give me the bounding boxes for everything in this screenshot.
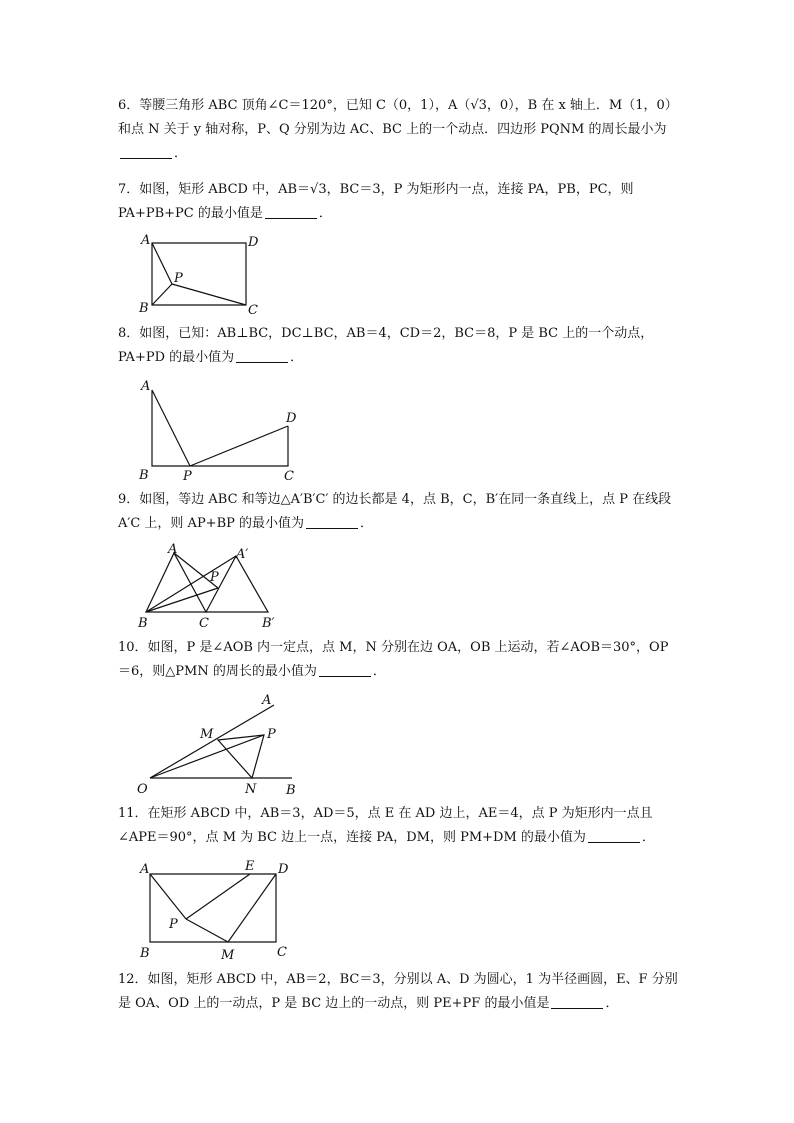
segment-pb bbox=[152, 284, 172, 305]
answer-blank[interactable] bbox=[319, 662, 371, 677]
label-c: C bbox=[277, 945, 287, 960]
label-p: P bbox=[169, 917, 178, 932]
segment-pd bbox=[190, 426, 288, 466]
answer-blank[interactable] bbox=[236, 348, 288, 363]
segment-pa bbox=[152, 390, 190, 466]
question-7-text: 7．如图，矩形 ABCD 中，AB＝√3，BC＝3，P 为矩形内一点，连接 PA，PB，PC，则 PA+PB+PC 的最小值是 bbox=[118, 182, 634, 221]
label-a-prime: A′ bbox=[236, 547, 249, 562]
label-a: A bbox=[168, 542, 178, 557]
question-8: 8．如图，已知：AB⊥BC，DC⊥BC，AB＝4，CD＝2，BC＝8，P 是 BC 上的一个动点，PA+PD 的最小值为 ． bbox=[118, 326, 654, 365]
label-b: B bbox=[138, 616, 148, 631]
segment-pa bbox=[152, 243, 172, 284]
label-p: P bbox=[210, 570, 219, 585]
label-d: D bbox=[278, 862, 289, 877]
answer-blank[interactable] bbox=[588, 828, 640, 843]
label-c: C bbox=[284, 469, 294, 484]
question-12: 12．如图，矩形 ABCD 中，AB＝2，BC＝3，分别以 A、D 为圆心，1 为半径画圆，E、F 分别是 OA、OD 上的一动点，P 是 BC 边上的一动点，则 PE+PF 的最小值是 ． bbox=[118, 972, 678, 1011]
segment-pm bbox=[186, 919, 228, 942]
label-b: B bbox=[140, 946, 150, 961]
path-abcd bbox=[152, 390, 288, 466]
label-b: B bbox=[139, 301, 149, 316]
label-e: E bbox=[245, 859, 255, 874]
question-9: 9．如图，等边 ABC 和等边△A′B′C′ 的边长都是 4，点 B，C，B′在同一条直线上，点 P 在线段 A′C 上，则 AP+BP 的最小值为 ． bbox=[118, 492, 672, 531]
label-m: M bbox=[221, 948, 235, 963]
figure-q7-rectangle bbox=[138, 232, 268, 316]
label-a: A bbox=[141, 233, 151, 248]
triangle-pmn bbox=[218, 735, 264, 778]
question-7: 7．如图，矩形 ABCD 中，AB＝√3，BC＝3，P 为矩形内一点，连接 PA，PB，PC，则 PA+PB+PC 的最小值是 ． bbox=[118, 182, 634, 221]
label-n: N bbox=[245, 782, 257, 797]
question-11: 11．在矩形 ABCD 中，AB＝3，AD＝5，点 E 在 AD 边上，AE＝4，点 P 为矩形内一点且∠APE＝90°，点 M 为 BC 边上一点，连接 PA，DM，则 PM+DM 的最小值为 ． bbox=[118, 806, 655, 845]
segment-bp bbox=[146, 588, 218, 612]
label-m: M bbox=[200, 727, 214, 742]
question-10-text: 10．如图，P 是∠AOB 内一定点，点 M，N 分别在边 OA，OB 上运动，若∠AOB＝30°，OP＝6，则△PMN 的周长的最小值为 bbox=[118, 640, 669, 679]
answer-blank[interactable] bbox=[551, 994, 603, 1009]
question-6-text: 6．等腰三角形 ABC 顶角∠C＝120°，已知 C（0，1），A（√3，0），B 在 x 轴上．M（1，0）和点 N 关于 y 轴对称，P、Q 分别为边 AC、BC 上的一个动点．四边形 PQNM 的周长最小为 bbox=[118, 98, 678, 137]
label-p: P bbox=[183, 469, 192, 484]
segment-pa bbox=[150, 874, 186, 919]
label-b: B bbox=[139, 468, 149, 483]
rect-abcd bbox=[152, 243, 246, 305]
label-a: A bbox=[262, 693, 272, 708]
label-o: O bbox=[137, 782, 148, 797]
question-9-text: 9．如图，等边 ABC 和等边△A′B′C′ 的边长都是 4，点 B，C，B′在同一条直线上，点 P 在线段 A′C 上，则 AP+BP 的最小值为 bbox=[118, 492, 672, 531]
answer-blank[interactable] bbox=[265, 204, 317, 219]
figure-q8 bbox=[138, 376, 308, 484]
label-c: C bbox=[248, 303, 258, 318]
label-d: D bbox=[248, 235, 259, 250]
segment-pe bbox=[186, 874, 250, 919]
label-b-prime: B′ bbox=[262, 616, 275, 631]
segment-pc bbox=[172, 284, 246, 305]
label-b: B bbox=[286, 783, 296, 798]
figure-q10-angle bbox=[136, 690, 306, 800]
question-6: 6．等腰三角形 ABC 顶角∠C＝120°，已知 C（0，1），A（√3，0），B 在 x 轴上．M（1，0）和点 N 关于 y 轴对称，P、Q 分别为边 AC、BC 上的一个动点．四边形 PQNM 的周长最小为． bbox=[118, 98, 678, 161]
label-c: C bbox=[199, 616, 209, 631]
question-12-text: 12．如图，矩形 ABCD 中，AB＝2，BC＝3，分别以 A、D 为圆心，1 为半径画圆，E、F 分别是 OA、OD 上的一动点，P 是 BC 边上的一动点，则 PE+PF 的最小值是 bbox=[118, 972, 678, 1011]
answer-blank[interactable] bbox=[306, 514, 358, 529]
label-a: A bbox=[141, 379, 151, 394]
label-p: P bbox=[267, 727, 276, 742]
label-p: P bbox=[174, 271, 183, 286]
question-8-text: 8．如图，已知：AB⊥BC，DC⊥BC，AB＝4，CD＝2，BC＝8，P 是 BC 上的一个动点，PA+PD 的最小值为 bbox=[118, 326, 654, 365]
label-a: A bbox=[140, 862, 150, 877]
answer-blank[interactable] bbox=[120, 144, 172, 159]
label-d: D bbox=[286, 411, 297, 426]
question-11-text: 11．在矩形 ABCD 中，AB＝3，AD＝5，点 E 在 AD 边上，AE＝4，点 P 为矩形内一点且∠APE＝90°，点 M 为 BC 边上一点，连接 PA，DM，则 PM+DM 的最小值为 bbox=[118, 806, 653, 845]
triangle-abc bbox=[146, 553, 206, 612]
figure-q11-rectangle bbox=[138, 856, 298, 966]
question-10: 10．如图，P 是∠AOB 内一定点，点 M，N 分别在边 OA，OB 上运动，若∠AOB＝30°，OP＝6，则△PMN 的周长的最小值为 ． bbox=[118, 640, 669, 679]
figure-q9-triangles bbox=[136, 540, 286, 632]
